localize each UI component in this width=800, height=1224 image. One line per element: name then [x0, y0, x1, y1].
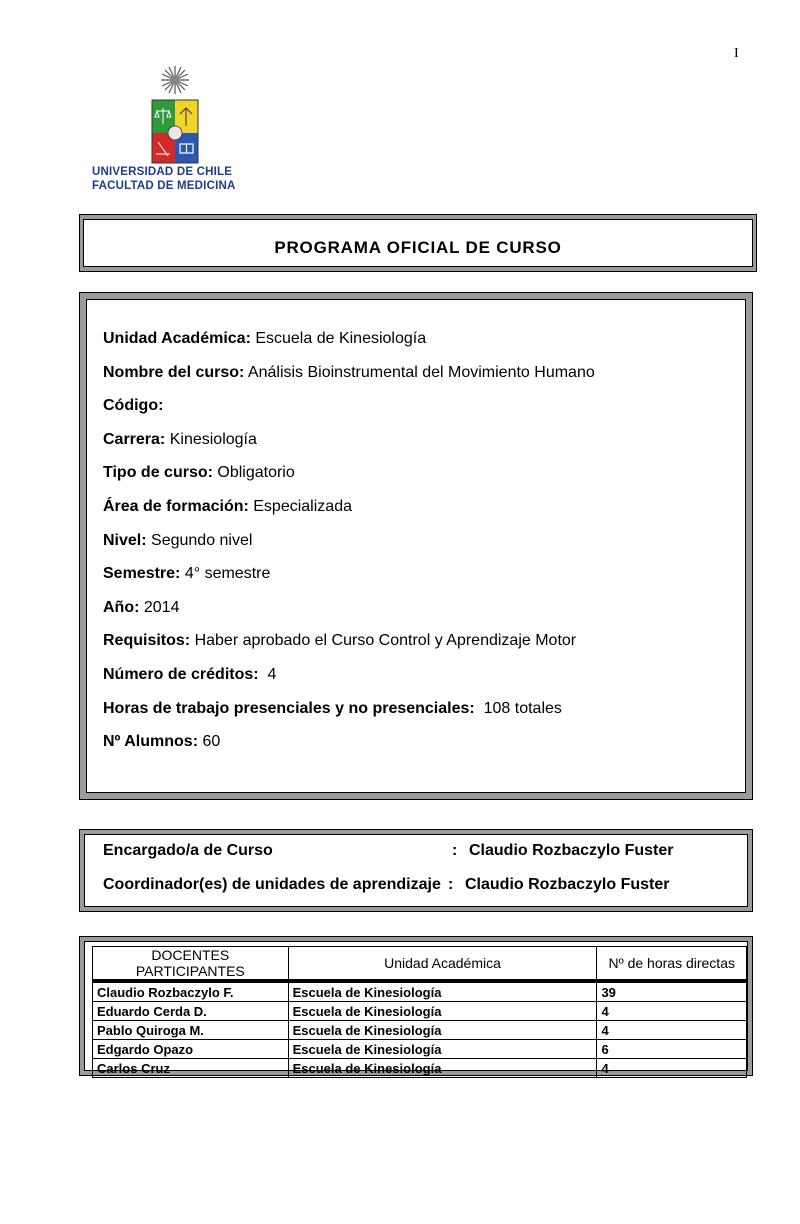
- encargado-value: Claudio Rozbaczylo Fuster: [469, 842, 674, 859]
- cell-docente: Claudio Rozbaczylo F.: [93, 981, 289, 1002]
- header-docentes: DOCENTES PARTICIPANTES: [93, 947, 289, 982]
- header-horas: Nº de horas directas: [597, 947, 747, 982]
- coordinador-value: Claudio Rozbaczylo Fuster: [465, 876, 670, 893]
- cell-docente: Edgardo Opazo: [93, 1040, 289, 1059]
- info-value: Análisis Bioinstrumental del Movimiento Humano: [244, 363, 595, 381]
- info-row-semestre: [103, 565, 595, 599]
- info-row-carrera: [103, 431, 595, 465]
- info-row-tipo: [103, 464, 595, 498]
- info-row-nombre: [103, 364, 595, 398]
- info-row-unidad: [103, 330, 595, 364]
- cell-unidad: Escuela de Kinesiología: [288, 1002, 597, 1021]
- table-row: [93, 1002, 747, 1021]
- cell-unidad: Escuela de Kinesiología: [288, 1059, 597, 1078]
- header-unidad: Unidad Académica: [288, 947, 597, 982]
- coordinador-separator: :: [448, 876, 454, 893]
- cell-unidad: Escuela de Kinesiología: [288, 981, 597, 1002]
- cell-unidad: Escuela de Kinesiología: [288, 1040, 597, 1059]
- info-label: Requisitos:: [103, 632, 191, 650]
- info-value: 108 totales: [474, 699, 562, 717]
- university-name-block: [92, 165, 262, 193]
- info-value: 4° semestre: [180, 565, 271, 583]
- info-value: Kinesiología: [165, 430, 257, 448]
- page-number: I: [734, 46, 739, 61]
- info-value: Obligatorio: [212, 464, 295, 482]
- info-value: Haber aprobado el Curso Control y Aprendizaje Motor: [190, 632, 577, 650]
- info-label: Número de créditos:: [103, 665, 259, 683]
- info-label: Código:: [103, 397, 164, 415]
- course-info-list: [103, 330, 595, 767]
- faculty-name: FACULTAD DE MEDICINA: [92, 180, 236, 192]
- info-label: Nº Alumnos:: [103, 733, 199, 751]
- info-label: Año:: [103, 598, 140, 616]
- encargado-frame: [79, 829, 753, 912]
- course-info-inner: [86, 299, 746, 793]
- encargado-separator: :: [452, 842, 458, 859]
- info-label: Tipo de curso:: [103, 464, 213, 482]
- cell-horas: 39: [597, 981, 747, 1002]
- table-row: [93, 1021, 747, 1040]
- course-info-frame: [79, 292, 753, 800]
- info-label: Horas de trabajo presenciales y no presenciales:: [103, 699, 475, 717]
- info-value: 60: [198, 733, 221, 751]
- encargado-label: Encargado/a de Curso: [103, 842, 273, 859]
- info-row-horas: [103, 700, 595, 734]
- cell-horas: 4: [597, 1059, 747, 1078]
- info-label: Carrera:: [103, 430, 166, 448]
- title-frame-inner: [83, 219, 753, 267]
- university-name: UNIVERSIDAD DE CHILE: [92, 166, 233, 178]
- university-shield-logo: [146, 64, 204, 168]
- info-row-requisitos: [103, 632, 595, 666]
- cell-docente: Eduardo Cerda D.: [93, 1002, 289, 1021]
- info-label: Unidad Académica:: [103, 330, 251, 347]
- encargado-inner: [84, 834, 748, 907]
- docentes-table-inner: [84, 941, 748, 1076]
- info-label: Nombre del curso:: [103, 363, 245, 381]
- info-row-area: [103, 498, 595, 532]
- cell-horas: 6: [597, 1040, 747, 1059]
- cell-docente: Carlos Cruz: [93, 1059, 289, 1078]
- info-value: 2014: [139, 598, 180, 616]
- coordinador-label: Coordinador(es) de unidades de aprendizaje: [103, 876, 441, 893]
- info-value: Escuela de Kinesiología: [250, 330, 427, 347]
- docentes-table: [92, 946, 747, 1078]
- cell-unidad: Escuela de Kinesiología: [288, 1021, 597, 1040]
- info-row-alumnos: [103, 733, 595, 767]
- docentes-table-frame: [79, 936, 753, 1076]
- page-title: PROGRAMA OFICIAL DE CURSO: [274, 238, 562, 257]
- table-row: [93, 981, 747, 1002]
- info-row-codigo: [103, 397, 595, 431]
- cell-docente: Pablo Quiroga M.: [93, 1021, 289, 1040]
- info-row-creditos: [103, 666, 595, 700]
- info-row-anio: [103, 599, 595, 633]
- cell-horas: 4: [597, 1002, 747, 1021]
- table-row: [93, 1059, 747, 1078]
- table-row: [93, 1040, 747, 1059]
- cell-horas: 4: [597, 1021, 747, 1040]
- info-row-nivel: [103, 532, 595, 566]
- info-value: 4: [258, 665, 277, 683]
- title-frame: [79, 214, 757, 272]
- info-value: Especializada: [248, 497, 352, 515]
- info-value: Segundo nivel: [146, 531, 253, 549]
- table-header-row: [93, 947, 747, 982]
- info-label: Semestre:: [103, 565, 181, 583]
- info-label: Área de formación:: [103, 497, 249, 515]
- info-label: Nivel:: [103, 531, 147, 549]
